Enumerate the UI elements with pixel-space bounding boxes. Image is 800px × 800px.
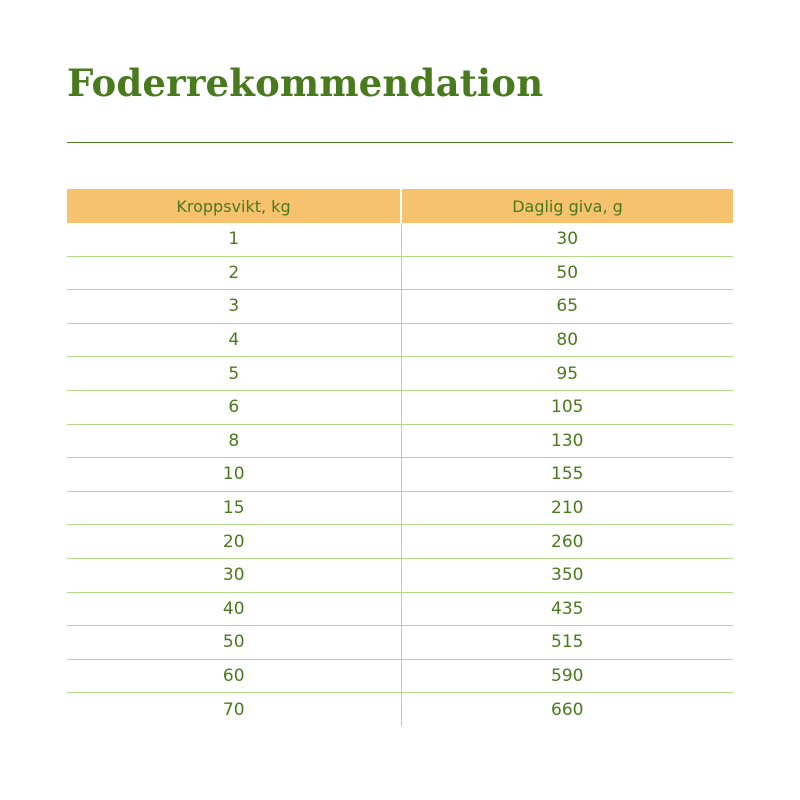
table-row <box>67 525 733 559</box>
table-row <box>67 558 733 592</box>
body-weight-cell: 40 <box>67 592 401 626</box>
daily-amount-cell: 260 <box>401 525 733 559</box>
daily-amount-cell: 155 <box>401 458 733 492</box>
table-body <box>67 223 733 726</box>
table-row <box>67 491 733 525</box>
table-row <box>67 626 733 660</box>
table-row <box>67 323 733 357</box>
body-weight-cell: 5 <box>67 357 401 391</box>
page-title: Foderrekommendation <box>67 61 544 105</box>
daily-amount-cell: 435 <box>401 592 733 626</box>
daily-amount-cell: 210 <box>401 491 733 525</box>
header-daily-amount: Daglig giva, g <box>401 189 733 223</box>
table-row <box>67 592 733 626</box>
table-header-row <box>67 189 733 223</box>
daily-amount-cell: 50 <box>401 256 733 290</box>
table-row <box>67 693 733 726</box>
daily-amount-cell: 350 <box>401 558 733 592</box>
table-row <box>67 424 733 458</box>
daily-amount-cell: 660 <box>551 699 584 720</box>
body-weight-cell: 20 <box>67 525 401 559</box>
daily-amount-cell: 95 <box>401 357 733 391</box>
table-row <box>67 458 733 492</box>
body-weight-cell: 30 <box>67 558 401 592</box>
body-weight-cell: 2 <box>67 256 401 290</box>
table-row <box>67 256 733 290</box>
table-row <box>67 290 733 324</box>
table-row <box>67 357 733 391</box>
header-body-weight: Kroppsvikt, kg <box>67 189 401 223</box>
body-weight-cell: 6 <box>67 390 401 424</box>
daily-amount-cell: 30 <box>401 223 733 256</box>
daily-amount-cell: 80 <box>401 323 733 357</box>
daily-amount-cell: 515 <box>401 626 733 660</box>
table-row <box>67 390 733 424</box>
body-weight-cell: 1 <box>67 223 401 256</box>
title-divider <box>67 142 733 143</box>
body-weight-cell: 60 <box>67 659 401 693</box>
body-weight-cell: 50 <box>67 626 401 660</box>
daily-amount-cell: 590 <box>401 659 733 693</box>
table-row <box>67 223 733 256</box>
body-weight-cell: 10 <box>67 458 401 492</box>
daily-amount-cell: 105 <box>401 390 733 424</box>
feeding-table <box>67 189 733 726</box>
body-weight-cell: 15 <box>67 491 401 525</box>
body-weight-cell: 4 <box>67 323 401 357</box>
body-weight-cell: 8 <box>67 424 401 458</box>
body-weight-cell: 3 <box>67 290 401 324</box>
body-weight-cell: 70 <box>67 693 401 726</box>
daily-amount-cell: 130 <box>401 424 733 458</box>
table-row <box>67 659 733 693</box>
daily-amount-cell: 65 <box>401 290 733 324</box>
